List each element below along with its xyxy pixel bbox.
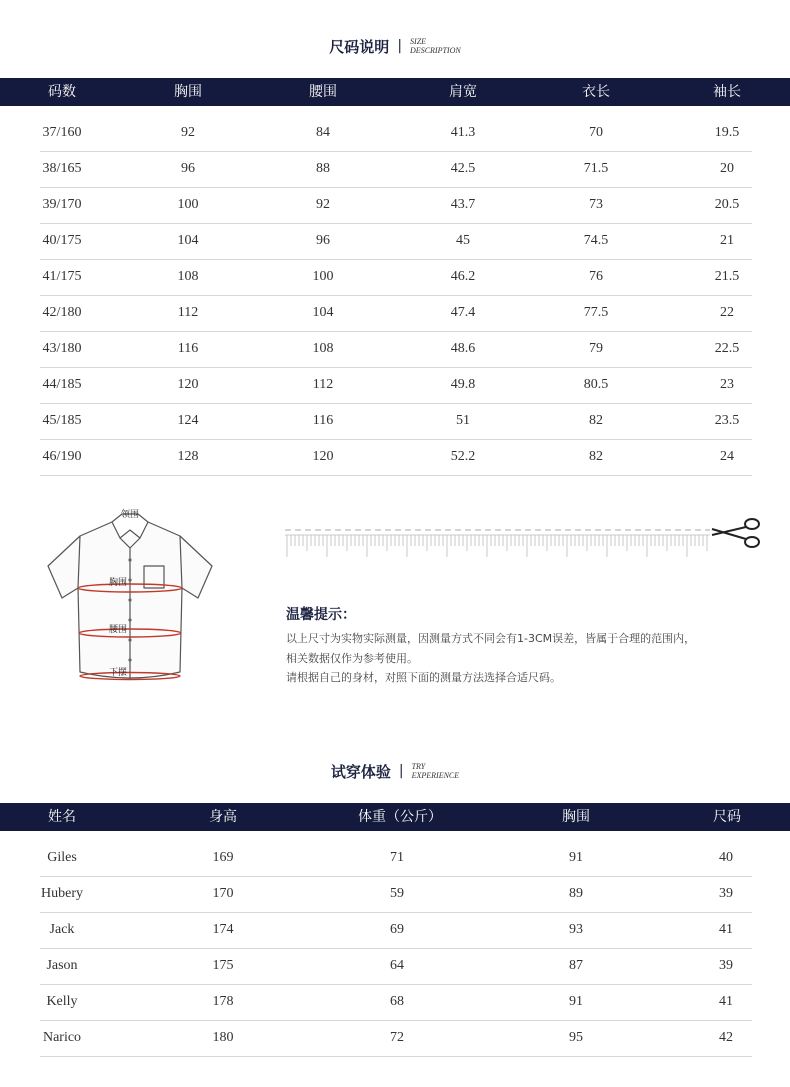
table-cell: 108 [177,269,199,284]
table-cell: 169 [212,850,234,865]
table-cell: 88 [316,161,330,176]
table-cell: 95 [569,1030,583,1045]
table-cell: 124 [177,413,199,428]
size-title-en-line1: SIZE [410,37,427,46]
table-cell: 21 [720,233,734,248]
table-cell: Jack [49,922,75,937]
try-header-cell: 姓名 [48,809,76,825]
table-cell: 44/185 [42,377,82,392]
table-cell: 46.2 [450,269,476,284]
table-cell: 39 [719,958,733,973]
table-row [40,331,752,368]
table-cell: 71 [390,850,404,865]
table-row [40,912,752,949]
table-row [40,115,752,152]
table-cell: 120 [177,377,199,392]
table-cell: 39/170 [42,197,82,212]
table-cell: 104 [177,233,199,248]
table-cell: 45 [456,233,470,248]
tips-line: 以上尺寸为实物实际测量，因测量方式不同会有1-3CM误差，皆属于合理的范围内， [286,632,696,645]
table-cell: 40/175 [42,233,82,248]
table-cell: 43.7 [450,197,476,212]
table-cell: 42 [719,1030,733,1045]
table-cell: 104 [312,305,334,320]
table-cell: 59 [390,886,404,901]
tips-line: 请根据自己的身材，对照下面的测量方法选择合适尺码。 [286,671,561,684]
title-divider: | [397,38,403,54]
table-cell: Kelly [46,994,78,1009]
size-header-cell: 衣长 [582,84,610,100]
table-cell: 74.5 [583,233,609,248]
table-cell: 175 [212,958,234,973]
table-cell: 116 [312,413,334,428]
table-cell: 37/160 [42,125,82,140]
table-cell: 96 [181,161,195,176]
table-cell: 112 [177,305,199,320]
table-row [40,948,752,985]
table-cell: 108 [312,341,334,356]
table-cell: 22.5 [714,341,740,356]
table-cell: 20 [720,161,734,176]
table-cell: 96 [316,233,330,248]
size-header-cell: 袖长 [713,84,741,100]
table-cell: 43/180 [42,341,82,356]
table-row [40,439,752,476]
collar-label: 领围 [121,510,140,520]
try-header-cell: 胸围 [562,809,590,825]
table-cell: 91 [569,994,583,1009]
table-cell: 120 [312,449,334,464]
size-section-title [0,31,790,61]
table-cell: 19.5 [714,125,740,140]
table-cell: 23.5 [714,413,740,428]
try-title-en-line1: TRY [411,762,426,771]
hem-label: 下摆 [109,668,128,678]
scissors-icon [710,515,762,551]
table-cell: 112 [312,377,334,392]
table-cell: 21.5 [714,269,740,284]
table-cell: 22 [720,305,734,320]
table-cell: 52.2 [450,449,476,464]
table-cell: 38/165 [42,161,82,176]
table-cell: Hubery [41,886,83,901]
table-cell: Narico [42,1030,82,1045]
table-cell: 45/185 [42,413,82,428]
table-row [40,295,752,332]
try-section-title [0,756,790,786]
table-row [40,187,752,224]
table-row [40,876,752,913]
table-row [40,840,752,877]
table-cell: Jason [46,958,78,973]
table-cell: 91 [569,850,583,865]
size-table-header [0,78,790,106]
size-title-cn: 尺码说明 [329,37,390,56]
table-cell: 87 [569,958,583,973]
table-cell: 178 [212,994,234,1009]
table-cell: 128 [177,449,199,464]
title-divider: | [398,763,404,779]
shirt-diagram-icon [40,500,230,700]
tips-title: 温馨提示： [286,607,356,623]
table-cell: 92 [316,197,330,212]
size-title-en-line2: DESCRIPTION [410,46,461,55]
table-cell: 70 [589,125,603,140]
table-cell: 77.5 [583,305,609,320]
table-cell: 41 [719,994,733,1009]
table-row [40,403,752,440]
table-cell: 170 [212,886,234,901]
table-cell: 41.3 [450,125,476,140]
try-title-cn: 试穿体验 [330,762,391,781]
table-cell: 79 [589,341,603,356]
size-header-cell: 胸围 [174,84,202,100]
table-cell: 73 [589,197,603,212]
table-cell: 174 [212,922,234,937]
table-row [40,1020,752,1057]
table-cell: 92 [181,125,195,140]
table-row [40,259,752,296]
try-title-en-line2: EXPERIENCE [411,771,460,780]
waist-label: 腰围 [109,625,128,635]
try-header-cell: 尺码 [713,809,741,825]
table-row [40,151,752,188]
try-table-header [0,803,790,831]
table-cell: 93 [569,922,583,937]
table-cell: 64 [390,958,404,973]
table-cell: 39 [719,886,733,901]
table-cell: 180 [212,1030,234,1045]
table-cell: 84 [316,125,330,140]
table-cell: 41/175 [42,269,82,284]
size-header-cell: 腰围 [309,84,337,100]
tips-line: 相关数据仅作为参考使用。 [286,652,418,665]
table-cell: 42.5 [450,161,476,176]
table-row [40,984,752,1021]
table-cell: 116 [177,341,199,356]
table-cell: 69 [390,922,404,937]
size-header-cell: 肩宽 [449,84,477,100]
try-header-cell: 体重（公斤） [358,809,442,825]
table-cell: 72 [390,1030,404,1045]
table-cell: 41 [719,922,733,937]
table-cell: 46/190 [42,449,82,464]
table-cell: 47.4 [450,305,476,320]
table-cell: Giles [47,850,77,865]
table-cell: 80.5 [583,377,609,392]
table-cell: 24 [720,449,734,464]
size-header-cell: 码数 [48,84,76,100]
table-cell: 68 [390,994,404,1009]
table-cell: 51 [456,413,470,428]
table-cell: 23 [720,377,734,392]
table-cell: 20.5 [714,197,740,212]
try-title-en [412,762,460,780]
table-cell: 48.6 [450,341,476,356]
table-cell: 40 [719,850,733,865]
table-cell: 82 [589,449,603,464]
table-row [40,367,752,404]
table-cell: 82 [589,413,603,428]
chest-label: 胸围 [109,578,128,588]
try-header-cell: 身高 [209,809,237,825]
table-cell: 71.5 [583,161,609,176]
measuring-tape-icon [285,525,710,561]
table-cell: 49.8 [450,377,476,392]
table-cell: 76 [589,269,603,284]
table-cell: 100 [177,197,199,212]
table-cell: 42/180 [42,305,82,320]
size-title-en [410,37,461,55]
table-row [40,223,752,260]
table-cell: 100 [312,269,334,284]
table-cell: 89 [569,886,583,901]
